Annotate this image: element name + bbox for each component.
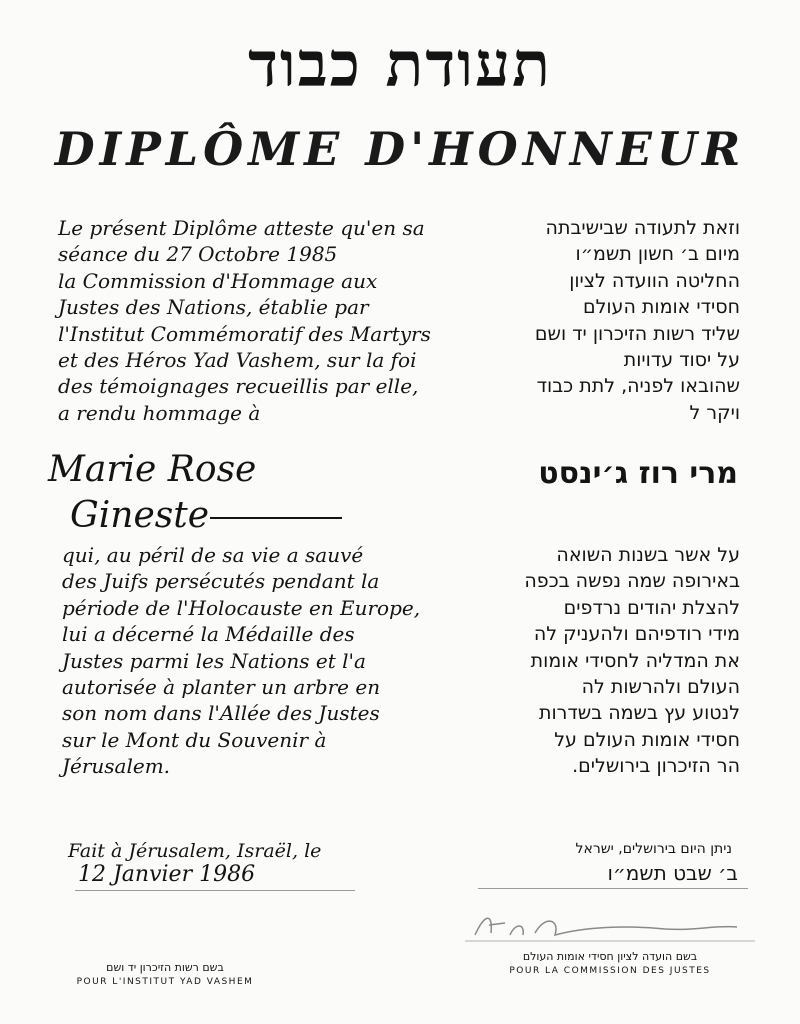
date-french-line2: 12 Janvier 1986 xyxy=(78,862,256,887)
hebrew-body-line: להצלת יהודים נרדפים xyxy=(563,596,740,619)
french-intro-line: des témoignages recueillis par elle, xyxy=(58,374,419,399)
date-hebrew-line1: ניתן היום בירושלים, ישראל xyxy=(575,841,732,857)
hebrew-intro-line: מיום ב׳ חשון תשמ״ו xyxy=(575,243,740,266)
french-body-line: période de l'Holocauste en Europe, xyxy=(62,595,421,620)
title-hebrew: תעודת כבוד xyxy=(248,28,552,101)
honoree-name-french-line1: Marie Rose xyxy=(48,449,257,490)
date-french-line1: Fait à Jérusalem, Israël, le xyxy=(68,840,322,862)
hebrew-body-line: הר הזיכרון בירושלים. xyxy=(572,755,740,778)
french-intro xyxy=(58,215,431,426)
hebrew-body-line: העולם ולהרשות לה xyxy=(581,676,740,699)
honoree-name-french-line2: Gineste xyxy=(70,495,210,536)
french-intro-line: Justes des Nations, établie par xyxy=(58,295,369,320)
footer-left-hebrew: בשם רשות הזיכרון יד ושם xyxy=(106,961,224,974)
signature-commission xyxy=(465,905,755,945)
french-body-line: lui a décerné la Médaille des xyxy=(62,622,355,647)
hebrew-intro-line: חסידי אומות העולם xyxy=(582,296,740,319)
french-body-line: Justes parmi les Nations et l'a xyxy=(62,648,366,673)
hebrew-intro-line: שהובאו לפניה, לתת כבוד xyxy=(536,375,740,398)
french-intro-line: l'Institut Commémoratif des Martyrs xyxy=(58,321,431,346)
hebrew-intro xyxy=(440,215,740,426)
footer-right-hebrew: בשם הועדה לציון חסידי אומות העולם xyxy=(522,950,698,963)
french-intro-line: et des Héros Yad Vashem, sur la foi xyxy=(58,348,417,373)
french-body-line: sur le Mont du Souvenir à xyxy=(62,727,327,752)
french-body-line: Jérusalem. xyxy=(62,754,171,779)
date-french-underline xyxy=(75,890,355,891)
name-flourish xyxy=(210,517,342,519)
date-hebrew-line2: ב׳ שבט תשמ״ו xyxy=(607,861,738,885)
hebrew-body-line: באירופה שמה נפשה בכפה xyxy=(524,570,740,593)
honoree-name-hebrew: מרי רוז ג׳ינסט xyxy=(538,456,738,491)
date-hebrew-underline xyxy=(478,888,748,889)
hebrew-intro-line: שליד רשות הזיכרון יד ושם xyxy=(534,322,740,345)
hebrew-body-line: חסידי אומות העולם על xyxy=(554,728,740,751)
french-intro-line: Le présent Diplôme atteste qu'en sa xyxy=(58,216,425,240)
french-intro-line: a rendu hommage à xyxy=(58,400,261,425)
hebrew-intro-line: על יסוד עדויות xyxy=(623,349,740,372)
french-body-line: qui, au péril de sa vie a sauvé xyxy=(62,543,364,567)
french-body-line: autorisée à planter un arbre en xyxy=(62,675,381,700)
hebrew-body-line: על אשר בשנות השואה xyxy=(556,544,740,566)
hebrew-body-line: לנטוע עץ בשמה בשדרות xyxy=(538,702,740,725)
footer-right-french: POUR LA COMMISSION DES JUSTES xyxy=(509,966,711,976)
french-body-line: des Juifs persécutés pendant la xyxy=(62,569,380,594)
hebrew-intro-line: וזאת לתעודה שבישיבתה xyxy=(545,217,740,239)
french-body xyxy=(62,542,420,780)
hebrew-body-line: את המדליה לחסידי אומות xyxy=(530,649,740,672)
hebrew-body-line: מידי רודפיהם ולהעניק לה xyxy=(533,623,740,646)
french-body-line: son nom dans l'Allée des Justes xyxy=(62,701,380,726)
hebrew-body xyxy=(420,542,740,780)
french-intro-line: séance du 27 Octobre 1985 xyxy=(58,242,338,267)
hebrew-intro-line: החליטה הוועדה לציון xyxy=(569,269,740,292)
french-intro-line: la Commission d'Hommage aux xyxy=(58,268,378,293)
hebrew-intro-line: ויקר ל xyxy=(689,401,740,424)
title-french: DIPLÔME D'HONNEUR xyxy=(54,122,746,176)
footer-left-french: POUR L'INSTITUT YAD VASHEM xyxy=(76,977,254,987)
